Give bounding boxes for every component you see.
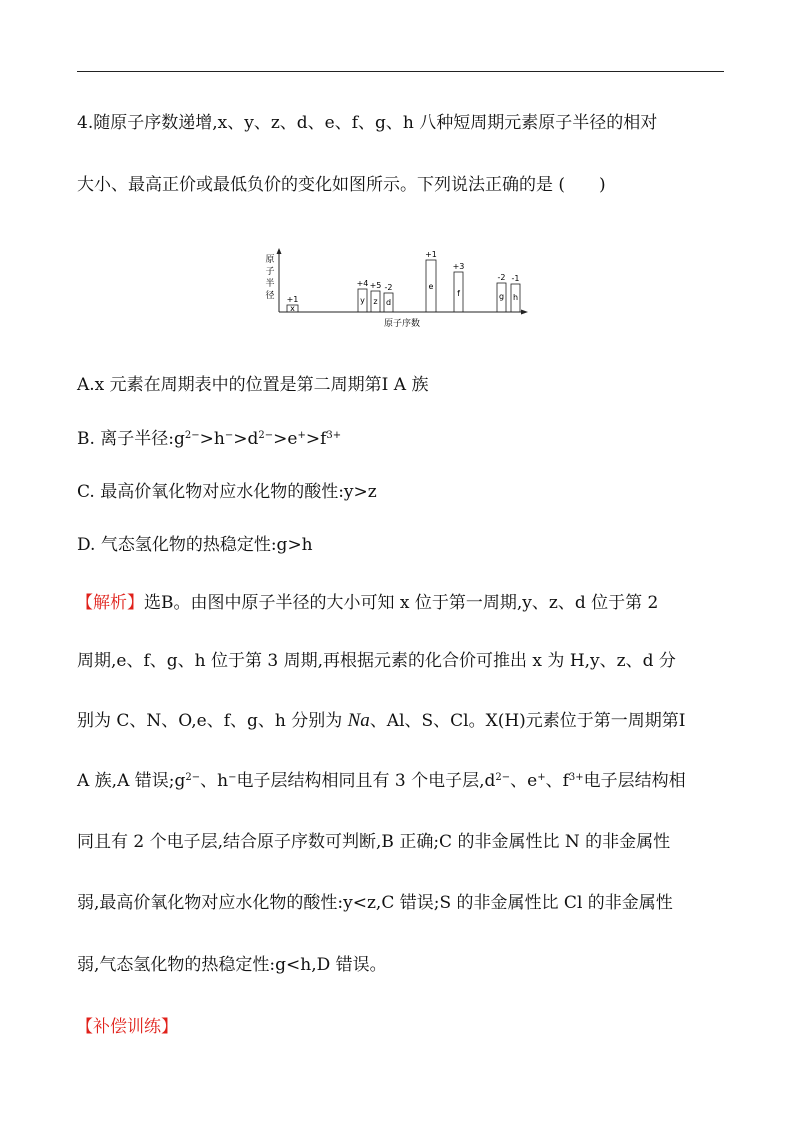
analysis-line-2: 周期,e、f、g、h 位于第 3 周期,再根据元素的化合价可推出 x 为 H,y、z、d 分 <box>77 651 676 671</box>
question-line-1: 4.随原子序数递增,x、y、z、d、e、f、g、h 八种短周期元素原子半径的相对 <box>77 113 658 133</box>
atomic-radius-figure <box>262 246 532 332</box>
y-axis-arrow <box>277 248 282 254</box>
question-line-2: 大小、最高正价或最低负价的变化如图所示。下列说法正确的是 ( ) <box>77 175 606 195</box>
bar-h-valence: -1 <box>511 274 520 283</box>
analysis-line-7: 弱,气态氢化物的热稳定性:g<h,D 错误。 <box>77 955 387 975</box>
y-axis-char-4: 径 <box>265 291 275 301</box>
analysis-line-5: 同且有 2 个电子层,结合原子序数可判断,B 正确;C 的非金属性比 N 的非金属性 <box>77 832 671 852</box>
bar-e-element: e <box>428 282 434 291</box>
bar-z-valence: +5 <box>369 281 382 290</box>
analysis-line-1: 【解析】选B。由图中原子半径的大小可知 x 位于第一周期,y、z、d 位于第 2 <box>76 593 659 613</box>
x-axis-label: 原子序数 <box>383 319 421 329</box>
bar-g-valence: -2 <box>497 273 506 282</box>
y-axis-char-1: 原 <box>265 255 275 265</box>
option-b: B. 离子半径$:g^{2-}>h^->d^{2-}>e^+>f^{3+}$ <box>77 429 342 449</box>
option-d: D. 气态氢化物的热稳定性:g>h <box>77 535 313 555</box>
analysis-line-6: 弱,最高价氧化物对应水化物的酸性:y<z,C 错误;S 的非金属性比 Cl 的非金属性 <box>77 893 673 913</box>
analysis-tag: 【解析】 <box>76 593 144 613</box>
bar-e-valence: +1 <box>425 250 437 259</box>
y-axis-char-3: 半 <box>265 279 275 289</box>
bar-f-valence: +3 <box>452 262 465 271</box>
bar-g-element: g <box>498 292 505 301</box>
bar-x-valence: +1 <box>286 295 299 304</box>
bar-d-valence: -2 <box>384 283 393 292</box>
bar-h-element: h <box>512 293 519 302</box>
bar-f-element: f <box>457 289 460 298</box>
option-b-prefix: B. 离子半径: <box>77 429 175 449</box>
x-axis-arrow <box>521 310 528 315</box>
bar-z-element: z <box>373 297 378 306</box>
option-c: C. 最高价氧化物对应水化物的酸性:y>z <box>77 482 377 502</box>
supplement-heading: 【补偿训练】 <box>76 1017 178 1037</box>
analysis-line-3: 别为 C、N、O,e、f、g、h 分别为 Na、Al、S、Cl。X(H)元素位于第一周期第Ⅰ <box>77 710 686 731</box>
bar-y-valence: +4 <box>356 279 369 288</box>
bar-x-element: x <box>290 304 295 313</box>
top-rule <box>77 71 724 72</box>
y-axis-char-2: 子 <box>265 267 275 277</box>
bar-d-element: d <box>385 298 392 307</box>
option-a: A.x 元素在周期表中的位置是第二周期第Ⅰ A 族 <box>77 375 429 395</box>
bar-y-element: y <box>360 296 365 305</box>
analysis-line-4: A 族,A 错误$;g^{2-}$、h−电子层结构相同且有 3 个电子层$,d^{2-}$、e+、$f^{3+}$电子层结构相 <box>77 771 686 791</box>
